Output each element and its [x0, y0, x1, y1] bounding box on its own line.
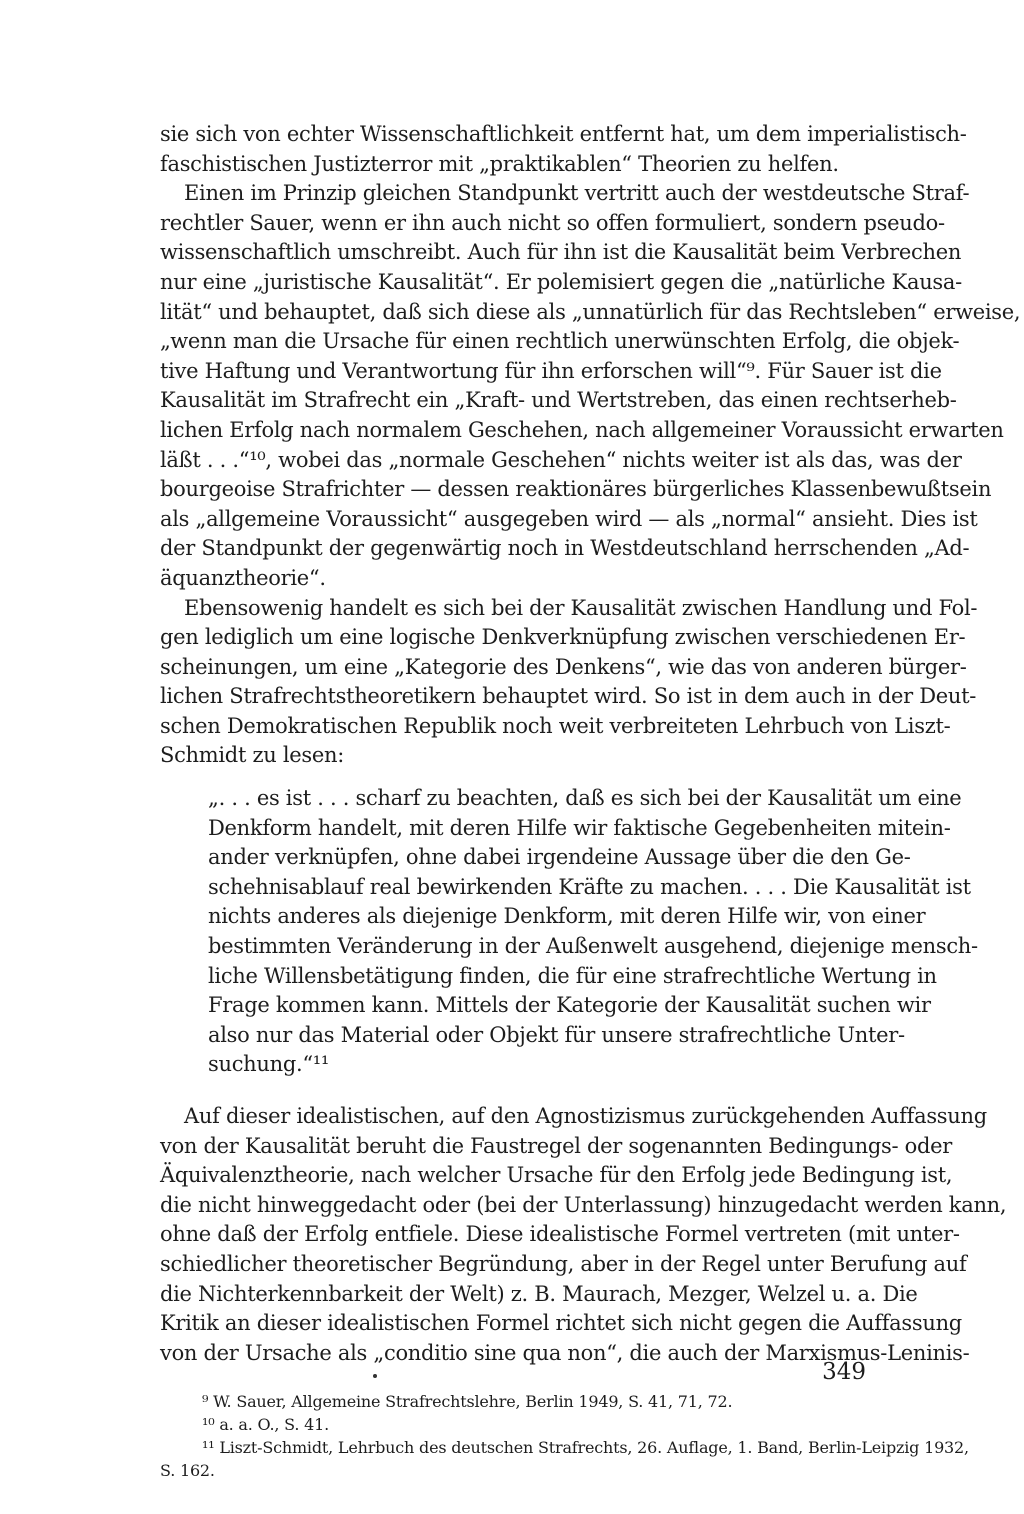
text-line: „wenn man die Ursache für einen rechtlich unerwünschten Erfolg, die objek- [160, 329, 960, 354]
text-line: von der Kausalität beruht die Faustregel der sogenannten Bedingungs- oder [160, 1133, 953, 1158]
text-line: faschistischen Justizterror mit „praktikablen“ Theorien zu helfen. [160, 151, 839, 176]
page-body [160, 120, 1021, 1482]
text-line: ohne daß der Erfolg entfiele. Diese idealistische Formel vertreten (mit unter- [160, 1222, 960, 1247]
paragraph-3 [160, 594, 978, 772]
text-line: Kausalität im Strafrecht ein „Kraft- und Wertstreben, das einen rechtserheb- [160, 388, 957, 413]
text-line: lität“ und behauptet, daß sich diese als „unnatürlich für das Rechtsleben“ erweise, [160, 299, 1021, 324]
text-line: der Standpunkt der gegenwärtig noch in Westdeutschland herrschenden „Ad- [160, 536, 970, 561]
text-line: schen Demokratischen Republik noch weit verbreiteten Lehrbuch von Liszt- [160, 713, 951, 738]
text-line: äquanztheorie“. [160, 565, 326, 590]
text-line: als „allgemeine Voraussicht“ ausgegeben wird — als „normal“ ansieht. Dies ist [160, 506, 978, 531]
quote-line: also nur das Material oder Objekt für unsere strafrechtliche Unter- [208, 1022, 905, 1047]
quote-line: liche Willensbetätigung finden, die für eine strafrechtliche Wertung in [208, 963, 937, 988]
quote-line: bestimmten Veränderung in der Außenwelt ausgehend, diejenige mensch- [208, 934, 978, 959]
quote-line: schehnisablauf real bewirkenden Kräfte zu machen. . . . Die Kausalität ist [208, 874, 971, 899]
text-line: Schmidt zu lesen: [160, 743, 344, 768]
text-line: lichen Strafrechtstheoretikern behauptet wird. So ist in dem auch in der Deut- [160, 684, 977, 709]
text-line: von der Ursache als „conditio sine qua non“, die auch der Marxismus-Leninis- [160, 1340, 970, 1365]
page-number: 349 [822, 1359, 866, 1385]
paragraph-4 [160, 1102, 1007, 1368]
quote-line: Denkform handelt, mit deren Hilfe wir faktische Gegebenheiten mitein- [208, 815, 951, 840]
quote-line: Frage kommen kann. Mittels der Kategorie der Kausalität suchen wir [208, 993, 931, 1018]
quote-line: ander verknüpfen, ohne dabei irgendeine Aussage über die den Ge- [208, 845, 911, 870]
text-line: rechtler Sauer, wenn er ihn auch nicht so offen formuliert, sondern pseudo- [160, 210, 945, 235]
footnotes [160, 1390, 969, 1482]
text-line: die Nichterkennbarkeit der Welt) z. B. Maurach, Mezger, Welzel u. a. Die [160, 1281, 918, 1306]
text-line: nur eine „juristische Kausalität“. Er polemisiert gegen die „natürliche Kausa- [160, 269, 962, 294]
text-line: sie sich von echter Wissenschaftlichkeit entfernt hat, um dem imperialistisch- [160, 122, 967, 146]
footnote-9: ⁹ W. Sauer, Allgemeine Strafrechtslehre, Berlin 1949, S. 41, 71, 72. [202, 1392, 733, 1412]
text-line: Ebensowenig handelt es sich bei der Kausalität zwischen Handlung und Fol- [184, 595, 978, 620]
footnote-11: ¹¹ Liszt-Schmidt, Lehrbuch des deutschen Strafrechts, 26. Auflage, 1. Band, Berlin-Leipzig 1932, [202, 1438, 969, 1458]
quote-line: suchung.“¹¹ [208, 1052, 330, 1077]
paragraph-1 [160, 120, 967, 179]
text-line: tive Haftung und Verantwortung für ihn erforschen will“⁹. Für Sauer ist die [160, 358, 942, 383]
stray-dot-mark [373, 1374, 377, 1378]
text-line: die nicht hinweggedacht oder (bei der Unterlassung) hinzugedacht werden kann, [160, 1192, 1007, 1217]
quote-line: „. . . es ist . . . scharf zu beachten, daß es sich bei der Kausalität um eine [208, 786, 962, 811]
footnote-10: ¹⁰ a. a. O., S. 41. [202, 1415, 329, 1435]
paragraph-2 [160, 179, 1021, 593]
text-line: Einen im Prinzip gleichen Standpunkt vertritt auch der westdeutsche Straf- [184, 181, 970, 206]
text-line: Auf dieser idealistischen, auf den Agnostizismus zurückgehenden Auffassung [184, 1104, 987, 1128]
text-line: läßt . . .“¹⁰, wobei das „normale Geschehen“ nichts weiter ist als das, was der [160, 447, 962, 472]
text-line: Kritik an dieser idealistischen Formel richtet sich nicht gegen die Auffassung [160, 1311, 962, 1336]
footnote-11-continuation: S. 162. [160, 1461, 215, 1481]
block-quote [160, 784, 978, 1080]
text-line: gen lediglich um eine logische Denkverknüpfung zwischen verschiedenen Er- [160, 625, 966, 650]
text-line: scheinungen, um eine „Kategorie des Denkens“, wie das von anderen bürger- [160, 654, 967, 679]
quote-line: nichts anderes als diejenige Denkform, mit deren Hilfe wir, von einer [208, 904, 926, 929]
text-line: lichen Erfolg nach normalem Geschehen, nach allgemeiner Voraussicht erwarten [160, 417, 1004, 442]
text-line: bourgeoise Strafrichter — dessen reaktionäres bürgerliches Klassenbewußtsein [160, 477, 992, 502]
text-line: Äquivalenztheorie, nach welcher Ursache für den Erfolg jede Bedingung ist, [160, 1163, 953, 1188]
text-line: wissenschaftlich umschreibt. Auch für ihn ist die Kausalität beim Verbrechen [160, 240, 962, 265]
text-line: schiedlicher theoretischer Begründung, aber in der Regel unter Berufung auf [160, 1251, 967, 1276]
